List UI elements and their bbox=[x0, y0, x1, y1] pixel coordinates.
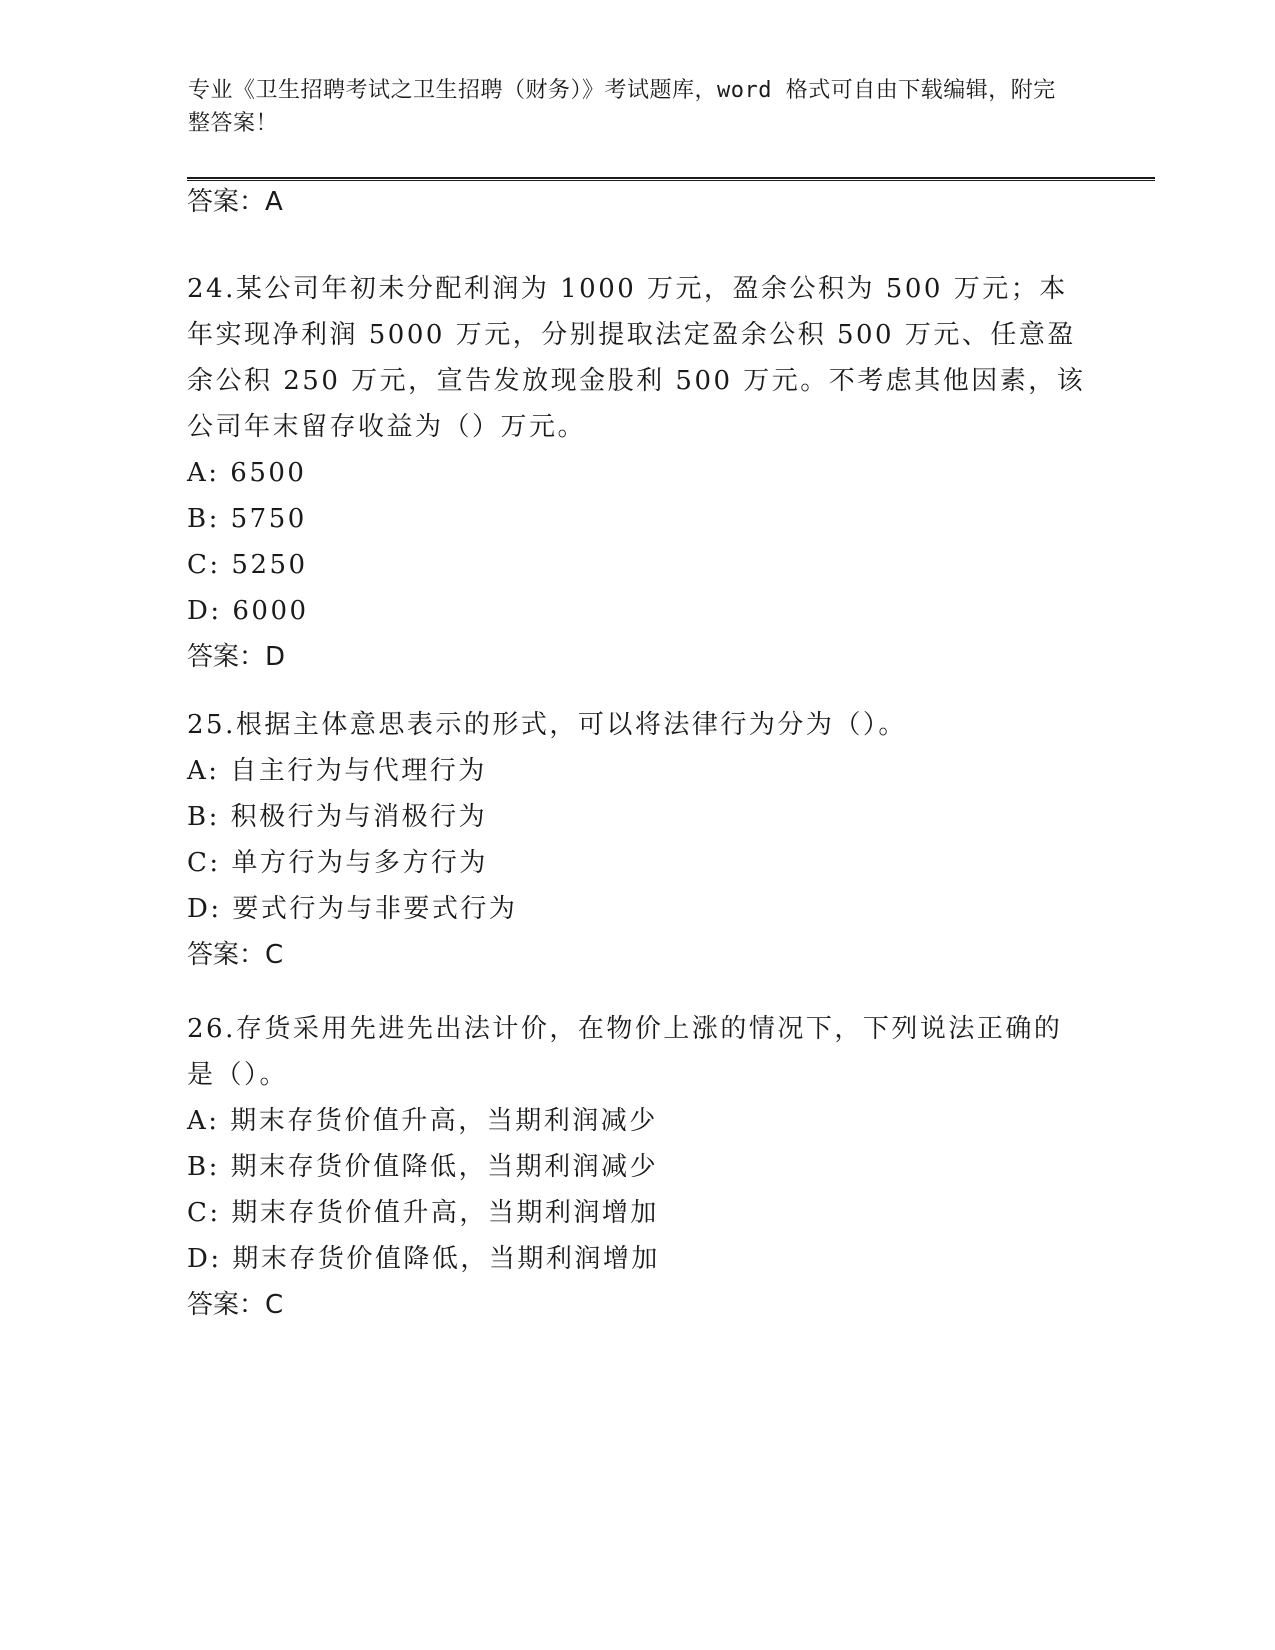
option-b: B: 期末存货价值降低，当期利润减少 bbox=[187, 1152, 659, 1182]
page-header: 专业《卫生招聘考试之卫生招聘（财务）》考试题库，word 格式可自由下载编辑，附完整答案！ bbox=[188, 78, 1056, 136]
question-stem: 24.某公司年初未分配利润为 1000 万元，盈余公积为 500 万元；本年实现净利润 5000 万元，分别提取法定盈余公积 500 万元、任意盈余公积 250 万元，宣告发放现金股利 500 万元。不考虑其他因素，该公司年末留存收益为（）万元。 bbox=[187, 274, 1086, 442]
header-rule bbox=[187, 177, 1155, 181]
option-c: C: 单方行为与多方行为 bbox=[187, 848, 488, 878]
option-a: A: 自主行为与代理行为 bbox=[187, 756, 487, 786]
option-c: C: 5250 bbox=[187, 550, 308, 580]
previous-answer: 答案：A bbox=[187, 187, 283, 217]
option-b: B: 积极行为与消极行为 bbox=[187, 802, 488, 832]
option-d: D: 要式行为与非要式行为 bbox=[187, 894, 518, 924]
question-answer: 答案：C bbox=[187, 1290, 284, 1320]
question-answer: 答案：C bbox=[187, 940, 284, 970]
option-a: A: 期末存货价值升高，当期利润减少 bbox=[187, 1106, 658, 1136]
question-25 bbox=[187, 702, 1087, 978]
question-answer: 答案：D bbox=[187, 642, 286, 672]
question-26 bbox=[187, 1006, 1087, 1328]
question-stem: 26.存货采用先进先出法计价，在物价上涨的情况下，下列说法正确的是（）。 bbox=[187, 1014, 1063, 1090]
question-stem: 25.根据主体意思表示的形式，可以将法律行为分为（）。 bbox=[187, 710, 907, 740]
question-24 bbox=[187, 266, 1087, 680]
option-a: A: 6500 bbox=[187, 458, 307, 488]
option-c: C: 期末存货价值升高，当期利润增加 bbox=[187, 1198, 659, 1228]
option-d: D: 6000 bbox=[187, 596, 309, 626]
option-d: D: 期末存货价值降低，当期利润增加 bbox=[187, 1244, 660, 1274]
option-b: B: 5750 bbox=[187, 504, 307, 534]
